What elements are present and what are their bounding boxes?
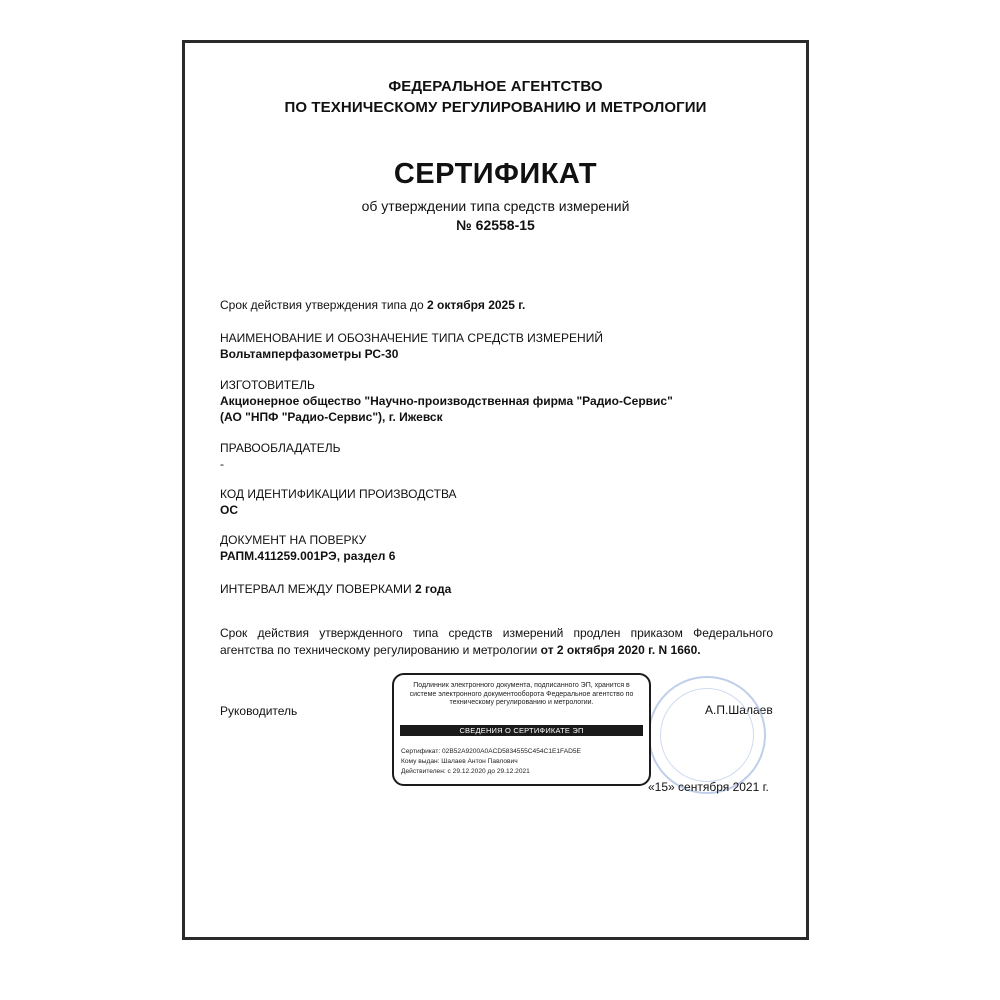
electronic-signature-box [392,673,651,786]
field-type-name [220,330,780,362]
field-value: Акционерное общество "Научно-производственная фирма "Радио-Сервис" [220,394,673,408]
field-value: РАПМ.411259.001РЭ, раздел 6 [220,549,396,563]
field-value: - [220,457,224,471]
extension-paragraph [220,625,773,659]
field-interval [220,581,780,597]
field-manufacturer [220,377,780,425]
official-seal-stamp [648,676,766,794]
certificate-title: СЕРТИФИКАТ [393,158,598,190]
field-label: ДОКУМЕНТ НА ПОВЕРКУ [220,533,367,547]
field-value: ОС [220,503,238,517]
validity-value: 2 октября 2025 г. [427,298,526,312]
esign-certificate: Сертификат: 02B52A9200A0ACD5834555C454C1E1FAD5E [401,748,581,755]
signatory-name: А.П.Шалаев [705,703,773,717]
validity-label: Срок действия утверждения типа до [220,298,428,312]
field-value-2: (АО "НПФ "Радио-Сервис"), г. Ижевск [220,410,443,424]
interval-value: 2 года [414,582,452,596]
field-label: ПРАВООБЛАДАТЕЛЬ [220,441,341,455]
esign-valid-period: Действителен: с 29.12.2020 до 29.12.2021 [401,768,530,775]
field-verification-doc [220,532,780,564]
validity-line [220,297,780,313]
certificate-subtitle: об утверждении типа средств измерений [361,198,630,214]
agency-line-2: ПО ТЕХНИЧЕСКОМУ РЕГУЛИРОВАНИЮ И МЕТРОЛОГИИ [284,99,707,116]
agency-name [182,76,809,118]
esign-note: Подлинник электронного документа, подписанного ЭП, хранится в системе электронного документооборота Федеральное агентство по техническому регулированию и метрологии. [409,682,634,706]
field-label: КОД ИДЕНТИФИКАЦИИ ПРОИЗВОДСТВА [220,487,457,501]
interval-label: ИНТЕРВАЛ МЕЖДУ ПОВЕРКАМИ [220,582,415,596]
signature-date: «15» сентября 2021 г. [648,780,769,794]
field-label: НАИМЕНОВАНИЕ И ОБОЗНАЧЕНИЕ ТИПА СРЕДСТВ ИЗМЕРЕНИЙ [220,331,603,345]
agency-line-1: ФЕДЕРАЛЬНОЕ АГЕНТСТВО [388,78,603,95]
field-production-code [220,486,780,518]
certificate-number: № 62558-15 [456,217,535,233]
esign-issued-to: Кому выдан: Шалаев Антон Павлович [401,758,518,765]
extension-order: от 2 октября 2020 г. N 1660. [540,643,701,657]
signatory-role: Руководитель [220,704,298,718]
field-label: ИЗГОТОВИТЕЛЬ [220,378,315,392]
field-value: Вольтамперфазометры РС-30 [220,347,399,361]
extension-text: Срок действия утвержденного типа средств измерений продлен приказом Федерального агентства по техническому регулированию и метрологии [220,626,773,657]
esign-header: СВЕДЕНИЯ О СЕРТИФИКАТЕ ЭП [400,725,643,736]
field-rightholder [220,440,780,472]
